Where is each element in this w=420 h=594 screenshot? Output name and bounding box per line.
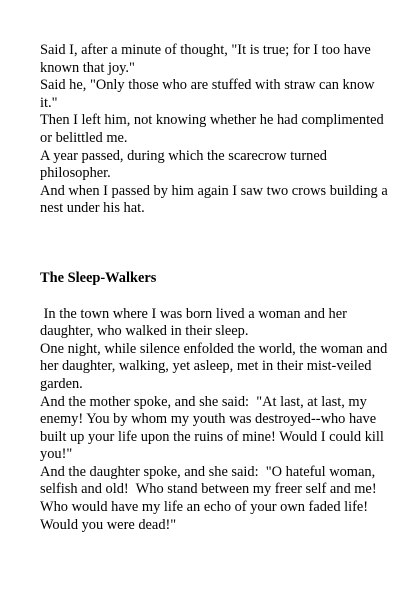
paragraph: Then I left him, not knowing whether he had complimented or belittled me. (40, 112, 384, 146)
paragraph: And the mother spoke, and she said: "At last, at last, my enemy! You by whom my youth was destroyed--who have built up your life upon the ruins of mine! Would I could kill you!" (40, 393, 388, 463)
section-body (40, 306, 392, 535)
spacer (40, 288, 392, 306)
paragraph: And the daughter spoke, and she said: "O hateful woman, selfish and old! Who stand between my freer self and me! Who would have my life an echo of your own faded life! Would you were dead!" (40, 463, 384, 533)
intro-block (40, 42, 392, 218)
paragraph: In the town where I was born lived a woman and her daughter, who walked in their sleep. (40, 305, 351, 340)
document-page (40, 42, 392, 534)
section-title: The Sleep-Walkers (40, 269, 157, 286)
paragraph: A year passed, during which the scarecrow turned philosopher. (40, 147, 327, 182)
paragraph: Said he, "Only those who are stuffed with straw can know it." (40, 77, 375, 111)
paragraph: Said I, after a minute of thought, "It is true; for I too have known that joy." (40, 42, 371, 76)
spacer (40, 218, 392, 270)
paragraph: And when I passed by him again I saw two crows building a nest under his hat. (40, 182, 388, 217)
paragraph: One night, while silence enfolded the world, the woman and her daughter, walking, yet asleep, met in their mist-veiled garden. (40, 340, 388, 392)
